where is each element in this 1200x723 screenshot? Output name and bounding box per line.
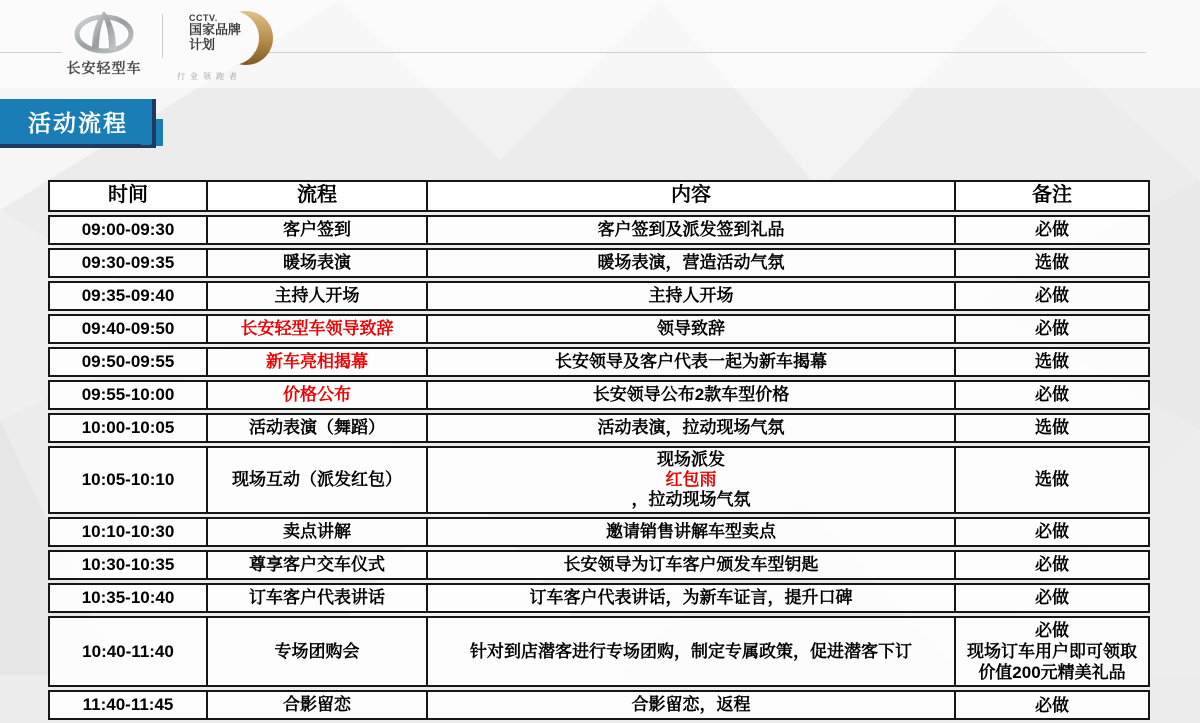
note-line: 必做 bbox=[1035, 695, 1069, 715]
content-cell bbox=[426, 448, 954, 512]
process-cell: 客户签到 bbox=[206, 217, 426, 243]
column-header: 流程 bbox=[206, 182, 426, 210]
process-cell: 主持人开场 bbox=[206, 283, 426, 309]
note-line: 必做 bbox=[1035, 588, 1069, 608]
note-line: 选做 bbox=[1035, 417, 1069, 437]
content-cell bbox=[426, 415, 954, 441]
note-cell bbox=[954, 316, 1148, 342]
table-row bbox=[48, 281, 1150, 311]
content-cell bbox=[426, 283, 954, 309]
process-cell: 长安轻型车领导致辞 bbox=[206, 316, 426, 342]
note-line: 必做 bbox=[1035, 219, 1069, 239]
process-cell: 订车客户代表讲话 bbox=[206, 585, 426, 611]
content-text: 活动表演，拉动现场气氛 bbox=[597, 417, 785, 437]
content-highlight: 红包雨 bbox=[665, 469, 717, 489]
table-row bbox=[48, 413, 1150, 443]
note-cell bbox=[954, 349, 1148, 375]
note-line: 现场订车用户即可领取价值200元精美礼品 bbox=[967, 641, 1137, 683]
process-cell: 新车亮相揭幕 bbox=[206, 349, 426, 375]
content-text: 长安领导及客户代表一起为新车揭幕 bbox=[555, 351, 827, 371]
changan-emblem-icon bbox=[73, 8, 135, 56]
time-cell: 09:40-09:50 bbox=[81, 318, 175, 338]
content-text: 合影留恋，返程 bbox=[631, 695, 751, 715]
cctv-tagline: 行业领跑者 bbox=[177, 72, 242, 81]
column-header: 内容 bbox=[426, 182, 954, 210]
content-text: 客户签到及派发签到礼品 bbox=[597, 219, 785, 239]
content-text: 长安领导公布2款车型价格 bbox=[592, 384, 790, 404]
deco-bar-short bbox=[156, 119, 163, 146]
time-cell: 10:10-10:30 bbox=[81, 521, 175, 541]
content-cell bbox=[426, 552, 954, 578]
note-line: 必做 bbox=[1035, 318, 1069, 338]
deco-bar-tall bbox=[141, 99, 151, 145]
note-line: 必做 bbox=[1035, 555, 1069, 575]
cctv-red-dot: . bbox=[214, 13, 218, 23]
content-text: 领导致辞 bbox=[657, 318, 725, 338]
note-cell bbox=[954, 382, 1148, 408]
schedule-table-body bbox=[48, 215, 1150, 721]
cctv-plan-line2: 计划 bbox=[189, 36, 216, 52]
note-cell bbox=[954, 283, 1148, 309]
content-text: 邀请销售讲解车型卖点 bbox=[606, 521, 776, 541]
content-cell bbox=[426, 519, 954, 545]
column-header: 时间 bbox=[108, 184, 148, 206]
content-text: 长安领导为订车客户颁发车型钥匙 bbox=[563, 554, 819, 574]
table-row bbox=[48, 583, 1150, 613]
note-cell bbox=[954, 448, 1148, 512]
table-row bbox=[48, 215, 1150, 245]
table-row bbox=[48, 550, 1150, 580]
time-cell: 10:35-10:40 bbox=[81, 587, 175, 607]
time-cell: 10:05-10:10 bbox=[81, 469, 175, 489]
table-row bbox=[48, 616, 1150, 688]
note-cell bbox=[954, 618, 1148, 686]
note-line: 选做 bbox=[1035, 351, 1069, 371]
content-text: 现场派发 bbox=[657, 449, 725, 469]
process-cell: 合影留恋 bbox=[206, 692, 426, 718]
time-cell: 09:50-09:55 bbox=[81, 351, 175, 371]
note-line: 必做 bbox=[1035, 620, 1069, 640]
content-cell bbox=[426, 349, 954, 375]
process-cell: 暖场表演 bbox=[206, 250, 426, 276]
content-cell bbox=[426, 250, 954, 276]
note-line: 选做 bbox=[1035, 470, 1069, 490]
process-cell: 价格公布 bbox=[206, 382, 426, 408]
note-cell bbox=[954, 552, 1148, 578]
time-cell: 09:55-10:00 bbox=[81, 384, 175, 404]
process-cell: 尊享客户交车仪式 bbox=[206, 552, 426, 578]
logo-divider bbox=[162, 14, 163, 58]
content-cell bbox=[426, 585, 954, 611]
note-cell bbox=[954, 519, 1148, 545]
process-cell: 活动表演（舞蹈） bbox=[206, 415, 426, 441]
time-cell: 09:35-09:40 bbox=[81, 285, 175, 305]
header-rule-right bbox=[253, 52, 1146, 53]
time-cell: 10:00-10:05 bbox=[81, 417, 175, 437]
table-row bbox=[48, 380, 1150, 410]
changan-logo-text: 长安轻型车 bbox=[66, 60, 142, 76]
schedule-table bbox=[48, 180, 1150, 723]
brand-header bbox=[58, 8, 279, 82]
time-cell: 10:30-10:35 bbox=[81, 554, 175, 574]
note-cell bbox=[954, 250, 1148, 276]
content-text: 订车客户代表讲话，为新车证言，提升口碑 bbox=[529, 587, 853, 607]
table-row bbox=[48, 517, 1150, 547]
content-cell bbox=[426, 316, 954, 342]
table-header-row bbox=[48, 180, 1150, 212]
cctv-logo-text bbox=[189, 13, 241, 52]
table-row bbox=[48, 446, 1150, 514]
column-header: 备注 bbox=[954, 182, 1148, 210]
process-cell: 卖点讲解 bbox=[206, 519, 426, 545]
changan-logo bbox=[58, 8, 150, 78]
content-cell bbox=[426, 382, 954, 408]
content-text: 暖场表演，营造活动气氛 bbox=[597, 252, 785, 272]
content-cell bbox=[426, 692, 954, 718]
note-line: 必做 bbox=[1035, 522, 1069, 542]
content-text: 针对到店潜客进行专场团购，制定专属政策，促进潜客下订 bbox=[470, 641, 912, 661]
note-line: 必做 bbox=[1035, 285, 1069, 305]
cctv-plan-line1: 国家品牌 bbox=[189, 22, 242, 38]
note-cell bbox=[954, 415, 1148, 441]
note-line: 必做 bbox=[1035, 384, 1069, 404]
process-cell: 专场团购会 bbox=[206, 618, 426, 686]
note-cell bbox=[954, 692, 1148, 718]
time-cell: 11:40-11:45 bbox=[82, 695, 174, 715]
process-cell: 现场互动（派发红包） bbox=[206, 448, 426, 512]
content-cell bbox=[426, 217, 954, 243]
section-title-badge: 活动流程 bbox=[0, 99, 156, 148]
note-cell bbox=[954, 217, 1148, 243]
note-line: 选做 bbox=[1035, 252, 1069, 272]
note-cell bbox=[954, 585, 1148, 611]
header-rule-left bbox=[0, 52, 62, 53]
cctv-brand-plan-logo bbox=[175, 8, 279, 82]
time-cell: 10:40-11:40 bbox=[82, 641, 174, 661]
table-row bbox=[48, 314, 1150, 344]
content-cell bbox=[426, 618, 954, 686]
content-text: ，拉动现场气氛 bbox=[631, 489, 751, 509]
cctv-brand-label: CCTV. bbox=[189, 13, 218, 23]
table-row bbox=[48, 690, 1150, 720]
time-cell: 09:00-09:30 bbox=[81, 219, 175, 239]
time-cell: 09:30-09:35 bbox=[81, 252, 175, 272]
table-row bbox=[48, 347, 1150, 377]
content-text: 主持人开场 bbox=[648, 285, 734, 305]
table-row bbox=[48, 248, 1150, 278]
